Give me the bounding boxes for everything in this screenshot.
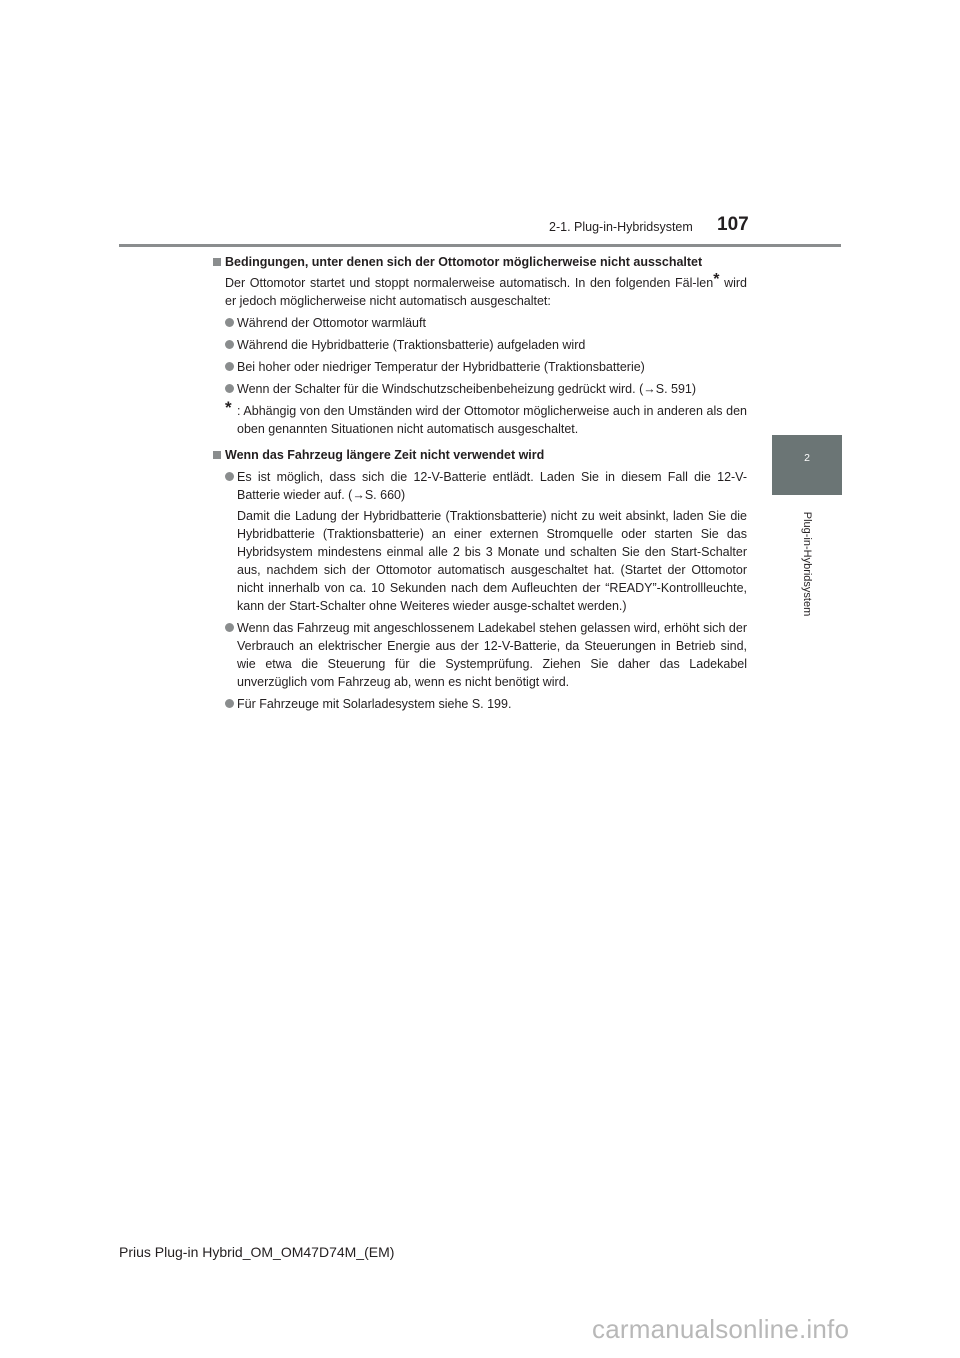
square-bullet-icon — [213, 451, 221, 459]
chapter-tab-label — [772, 497, 842, 630]
section-heading — [213, 446, 747, 464]
main-content — [213, 253, 747, 713]
watermark: carmanualsonline.info — [592, 1314, 850, 1344]
list-item — [225, 358, 747, 376]
section-heading-text: Bedingungen, unter denen sich der Ottomotor möglicherweise nicht ausschaltet — [225, 255, 703, 269]
chapter-tab-label-text: Plug-in-Hybridsystem — [801, 511, 813, 616]
round-bullet-icon — [225, 699, 234, 708]
list-item-text: Für Fahrzeuge mit Solarladesystem siehe S. 199. — [237, 697, 512, 711]
round-bullet-icon — [225, 318, 234, 327]
chapter-tab-number: 2 — [772, 435, 842, 495]
footnote-text: : Abhängig von den Umständen wird der Ottomotor möglicherweise auch in anderen als den oben genannten Situationen nicht automatisch ausgeschaltet. — [237, 404, 747, 436]
round-bullet-icon — [225, 384, 234, 393]
list-item-text: Während der Ottomotor warmläuft — [237, 316, 426, 330]
list-item — [225, 695, 747, 713]
page-number: 107 — [717, 214, 749, 235]
list-item-text: Während die Hybridbatterie (Traktionsbatterie) aufgeladen wird — [237, 338, 586, 352]
round-bullet-icon — [225, 472, 234, 481]
round-bullet-icon — [225, 340, 234, 349]
spacer — [213, 438, 747, 446]
list-item — [225, 619, 747, 691]
round-bullet-icon — [225, 623, 234, 632]
document-footer: Prius Plug-in Hybrid_OM_OM47D74M_(EM) — [119, 1244, 395, 1260]
list-item-text: Wenn der Schalter für die Windschutzscheibenbeheizung gedrückt wird. (→S. 591) — [237, 382, 697, 396]
square-bullet-icon — [213, 258, 221, 266]
list-item — [225, 468, 747, 615]
list-item — [225, 314, 747, 332]
section-heading-text: Wenn das Fahrzeug längere Zeit nicht verwendet wird — [225, 448, 545, 462]
section-heading — [213, 253, 747, 271]
intro-text-part1: Der Ottomotor startet und stoppt normalerweise automatisch. In den folgenden Fäl-len — [225, 276, 714, 290]
list-item-text: Es ist möglich, dass sich die 12-V-Batterie entlädt. Laden Sie in diesem Fall die 12-V-Batterie wieder auf. (→S. 660) — [237, 470, 747, 502]
header-divider — [119, 244, 841, 247]
list-item — [225, 336, 747, 354]
round-bullet-icon — [225, 362, 234, 371]
list-item-continuation: Damit die Ladung der Hybridbatterie (Traktionsbatterie) nicht zu weit absinkt, laden Sie die Hybridbatterie (Traktionsbatterie) an einer externen Stromquelle oder starten Sie das Hybridsystem mindestens einmal alle 2 bis 3 Monate und schalten Sie den Start-Schalter aus, nachdem sich der Ottomotor automatisch ausgeschaltet hat. (Startet der Ottomotor nicht innerhalb von ca. 10 Sekunden nach dem Aufleuchten der “READY”-Kontrollleuchte, kann der Start-Schalter ohne Weiteres wieder ausge-schaltet werden.) — [237, 509, 747, 613]
intro-paragraph — [225, 271, 747, 310]
list-item — [225, 380, 747, 398]
footnote — [225, 398, 747, 438]
footnote-asterisk: * — [713, 271, 720, 288]
list-item-text: Bei hoher oder niedriger Temperatur der Hybridbatterie (Traktionsbatterie) — [237, 360, 645, 374]
section-header: 2-1. Plug-in-Hybridsystem — [549, 220, 693, 234]
footnote-marker: * — [225, 398, 232, 417]
intro-text-part2: wird er jedoch möglicherweise nicht automatisch ausgeschaltet: — [225, 276, 747, 308]
list-item-text: Wenn das Fahrzeug mit angeschlossenem Ladekabel stehen gelassen wird, erhöht sich der Verbrauch an elektrischer Energie aus der 12-V-Batterie, da Steuerungen in Betrieb sind, wie etwa die Steuerung für die Systemprüfung. Ziehen Sie daher das Ladekabel unverzüglich vom Fahrzeug ab, wenn es nicht benötigt wird. — [237, 621, 747, 689]
